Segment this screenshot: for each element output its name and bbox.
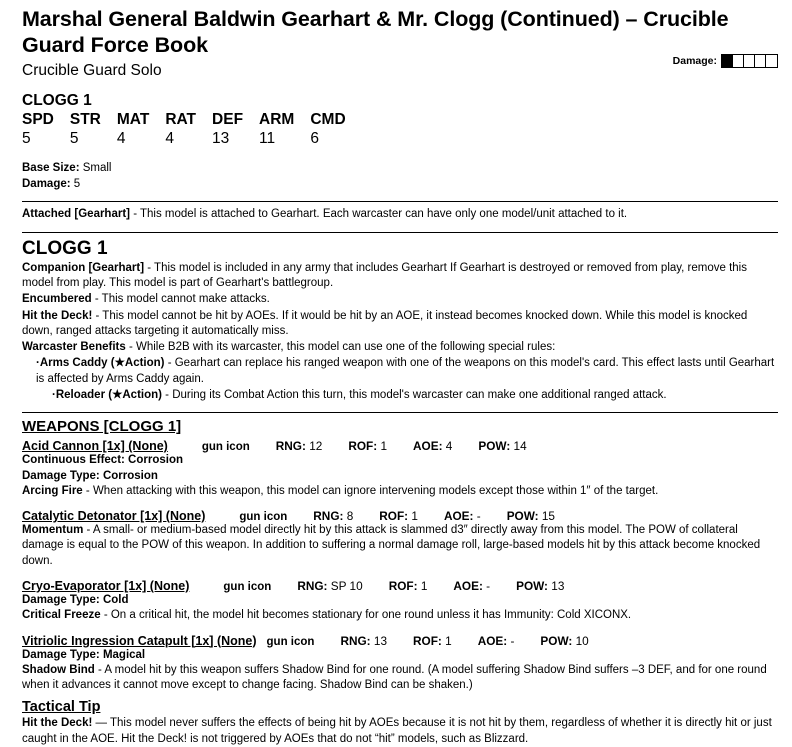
weapon-rule-name: Critical Freeze: [22, 609, 101, 622]
ability-name: Warcaster Benefits: [22, 341, 126, 354]
weapon-stat-value: 1: [411, 509, 418, 524]
stat-value-str: 5: [69, 130, 79, 148]
stat-value-arm: 11: [259, 130, 276, 148]
weapon-stat-value: 8: [346, 509, 354, 524]
weapon-stat-aoe: [478, 634, 515, 648]
weapon-stat-rng: [313, 509, 353, 523]
stat-value-mat: 4: [116, 130, 126, 148]
tactical-tip-name: Hit the Deck!: [22, 717, 93, 730]
stat-header-mat: MAT: [116, 111, 150, 129]
base-size-row: [22, 161, 778, 177]
stat-block: [22, 92, 778, 148]
ability-name: ·Reloader (★Action): [52, 389, 162, 401]
weapon-header: [22, 634, 778, 648]
weapon-rule-text: - When attacking with this weapon, this model can ignore intervening models except those within 1″ of the target.: [82, 484, 659, 497]
weapon-rule: [22, 593, 778, 608]
weapon-stat-pow: [478, 439, 526, 453]
weapon-name: Acid Cannon [1x] (None): [22, 439, 168, 454]
weapon-stat-value: 1: [420, 578, 428, 593]
weapon-stat-value: 14: [513, 439, 527, 454]
weapon-stat-key: ROF:: [413, 633, 442, 648]
ability-text: - This model is included in any army that includes Gearhart If Gearhart is destroyed or removed from play, remove this model from play. This model is part of Gearhart's battlegroup.: [22, 261, 747, 290]
weapon-stat-key: POW:: [478, 439, 511, 454]
page-title: Marshal General Baldwin Gearhart & Mr. Clogg (Continued) – Crucible Guard Force Book: [22, 7, 729, 58]
weapon-rule: [22, 453, 778, 468]
gun-icon: gun icon: [239, 511, 288, 524]
weapon-rule: [22, 608, 778, 623]
weapons-section-title: WEAPONS [CLOGG 1]: [22, 418, 182, 436]
weapon-stat-key: RNG:: [340, 633, 371, 648]
model-meta: [22, 161, 778, 192]
tactical-tip-body: [22, 716, 778, 747]
weapon-stats: [313, 509, 581, 523]
weapon-vitriolic-ingression-catapult: [22, 634, 778, 694]
ability-reloader: [52, 388, 778, 403]
ability-name: Hit the Deck!: [22, 309, 93, 322]
weapon-stat-value: 15: [541, 509, 555, 524]
weapon-stat-rof: [348, 439, 387, 453]
weapon-header: [22, 439, 778, 453]
ability-text: - This model cannot make attacks.: [91, 293, 270, 306]
base-size-value: Small: [82, 162, 112, 175]
weapon-stats: [276, 439, 553, 453]
weapon-stat-value: -: [510, 633, 515, 648]
ability-text: - While B2B with its warcaster, this model can use one of the following special rules:: [125, 341, 556, 354]
weapon-stat-rof: [389, 579, 428, 593]
weapon-stat-value: 10: [575, 633, 589, 648]
ability-name: Companion [Gearhart]: [22, 261, 145, 274]
stat-value-row: [22, 129, 362, 148]
weapon-rule-name: Damage Type: Cold: [22, 593, 129, 606]
weapon-stats: [340, 634, 614, 648]
tactical-tip-text: — This model never suffers the effects of being hit by AOEs because it is not hit by them, regardless of whether it is directly hit or just caught in the AOE. Hit the Deck! is not triggered by AOEs that do not “hit” models, such as Blizzard.: [22, 717, 772, 745]
gun-icon: gun icon: [266, 635, 315, 648]
stat-value-cmd: 6: [310, 130, 319, 148]
weapon-stat-value: 13: [373, 633, 388, 648]
ability-warcaster-benefits: [22, 340, 778, 355]
weapon-stat-rof: [379, 509, 418, 523]
weapon-rule: [22, 663, 778, 694]
weapon-stat-pow: [507, 509, 555, 523]
weapon-rule: [22, 523, 778, 569]
weapon-stat-key: POW:: [506, 509, 539, 524]
damage-box: [722, 55, 733, 67]
document-header: [22, 6, 778, 80]
stat-value-def: 13: [212, 130, 230, 148]
weapon-name: Cryo-Evaporator [1x] (None): [22, 578, 190, 593]
gun-icon: gun icon: [201, 441, 250, 454]
weapon-rule-text: - A small- or medium-based model directly hit by this attack is slammed d3″ directly away from this model. The POW of collateral damage is equal to the POW of this weapon. In addition to suffering a normal damage roll, large-based models hit by this attack become knocked down.: [22, 524, 761, 567]
ability-text: - During its Combat Action this turn, this model's warcaster can make one additional ranged attack.: [161, 389, 667, 401]
page-subtitle: Crucible Guard Solo: [22, 62, 162, 80]
weapon-stat-key: AOE:: [413, 439, 443, 454]
weapon-stat-aoe: [453, 579, 490, 593]
ability-name: ·Arms Caddy (★Action): [36, 357, 165, 370]
weapon-stat-key: ROF:: [379, 509, 409, 524]
weapon-header: [22, 509, 778, 523]
ability-text: - Gearhart can replace his ranged weapon with one of the weapons on this model's card. This effect lasts until Gearhart is affected by Arms Caddy again.: [36, 357, 775, 385]
damage-track: [673, 54, 778, 68]
weapon-rule: [22, 484, 778, 499]
ability-text: - This model cannot be hit by AOEs. If it would be hit by an AOE, it instead becomes knocked down. While this model is knocked down, ranged attacks targeting it automatically miss.: [22, 309, 748, 337]
weapon-stats: [297, 579, 590, 593]
stat-table: [22, 111, 362, 148]
weapon-rule-name: Arcing Fire: [22, 484, 83, 497]
stat-header-def: DEF: [212, 111, 244, 129]
stat-header-arm: ARM: [259, 111, 295, 129]
damage-box: [733, 55, 744, 67]
damage-box: [766, 55, 777, 67]
weapon-stat-value: SP 10: [330, 578, 363, 593]
weapon-stat-value: -: [476, 509, 481, 524]
base-size-label: Base Size:: [22, 162, 80, 175]
weapon-stat-key: RNG:: [275, 439, 306, 454]
weapon-stat-value: 12: [309, 439, 323, 454]
weapon-name: Vitriolic Ingression Catapult [1x] (None): [22, 633, 257, 648]
stat-header-spd: SPD: [22, 111, 54, 129]
weapon-stat-value: 1: [380, 439, 388, 454]
weapon-header: [22, 579, 778, 593]
weapon-stat-pow: [516, 579, 564, 593]
ability-name: Encumbered: [22, 293, 92, 306]
damage-box: [744, 55, 755, 67]
ability-companion: [22, 261, 778, 292]
stat-header-str: STR: [69, 111, 101, 129]
stat-value-rat: 4: [165, 130, 174, 148]
tactical-tip-title: Tactical Tip: [22, 699, 101, 716]
weapon-stat-rng: [276, 439, 323, 453]
gun-icon: gun icon: [223, 580, 272, 593]
divider: [22, 201, 778, 202]
damage-label: Damage:: [22, 177, 71, 190]
ability-arms-caddy: [36, 356, 778, 387]
weapon-rule-name: Continuous Effect: Corrosion: [22, 454, 183, 467]
weapon-rule-text: - A model hit by this weapon suffers Shadow Bind for one round. (A model suffering Shadow Bind suffers –3 DEF, and for one round when it advances it cannot move except to change facing. Shadow Bind can be shaken.): [22, 663, 767, 692]
stat-value-spd: 5: [22, 130, 31, 148]
weapon-stat-value: 1: [445, 633, 452, 648]
stat-header-cmd: CMD: [310, 111, 346, 129]
attached-rule-label: Attached [Gearhart]: [22, 208, 130, 221]
weapon-stat-value: -: [486, 578, 491, 593]
weapon-acid-cannon: [22, 439, 778, 499]
weapon-rule: [22, 469, 778, 484]
weapon-stat-key: RNG:: [313, 509, 344, 524]
weapon-stat-rof: [413, 634, 452, 648]
weapon-stat-value: 13: [551, 578, 565, 593]
divider: [22, 232, 778, 233]
weapon-stat-rng: [297, 579, 362, 593]
attached-rule-text: - This model is attached to Gearhart. Each warcaster can have only one model/unit attached to it.: [130, 208, 628, 221]
weapon-rule-name: Damage Type: Corrosion: [22, 469, 158, 482]
weapon-stat-key: POW:: [516, 578, 548, 593]
weapon-rule-name: Shadow Bind: [22, 663, 95, 676]
weapon-rule-text: - On a critical hit, the model hit becomes stationary for one round unless it has Immunity: Cold XICONX.: [100, 609, 632, 622]
weapon-stat-rng: [340, 634, 387, 648]
ability-encumbered: [22, 292, 778, 307]
attached-rule: [22, 207, 778, 222]
divider: [22, 412, 778, 413]
damage-box: [755, 55, 766, 67]
weapon-rule: [22, 648, 778, 663]
weapon-rule-name: Momentum: [22, 524, 84, 537]
damage-track-label: Damage:: [672, 55, 717, 67]
weapon-stat-key: POW:: [540, 633, 573, 648]
weapon-stat-aoe: [444, 509, 481, 523]
weapon-stat-key: ROF:: [348, 439, 378, 454]
weapon-stat-key: AOE:: [443, 509, 474, 524]
damage-row: [22, 177, 778, 193]
weapon-stat-aoe: [413, 439, 452, 453]
weapon-stat-key: AOE:: [453, 578, 483, 593]
weapon-cryo-evaporator: [22, 579, 778, 624]
weapon-name: Catalytic Detonator [1x] (None): [22, 509, 206, 524]
weapon-catalytic-detonator: [22, 509, 778, 569]
weapon-stat-pow: [540, 634, 588, 648]
weapon-stat-value: 4: [445, 439, 453, 454]
weapon-stat-key: AOE:: [477, 633, 508, 648]
damage-value: 5: [73, 177, 81, 190]
weapon-stat-key: ROF:: [388, 578, 418, 593]
stat-header-rat: RAT: [165, 111, 197, 129]
weapon-stat-key: RNG:: [297, 578, 328, 593]
damage-track-boxes: [721, 54, 778, 68]
weapon-rule-name: Damage Type: Magical: [22, 648, 146, 661]
stat-header-row: [22, 111, 362, 129]
model-name: CLOGG 1: [22, 92, 92, 110]
abilities-section-title: CLOGG 1: [22, 237, 108, 259]
ability-hit-the-deck: [22, 309, 778, 340]
